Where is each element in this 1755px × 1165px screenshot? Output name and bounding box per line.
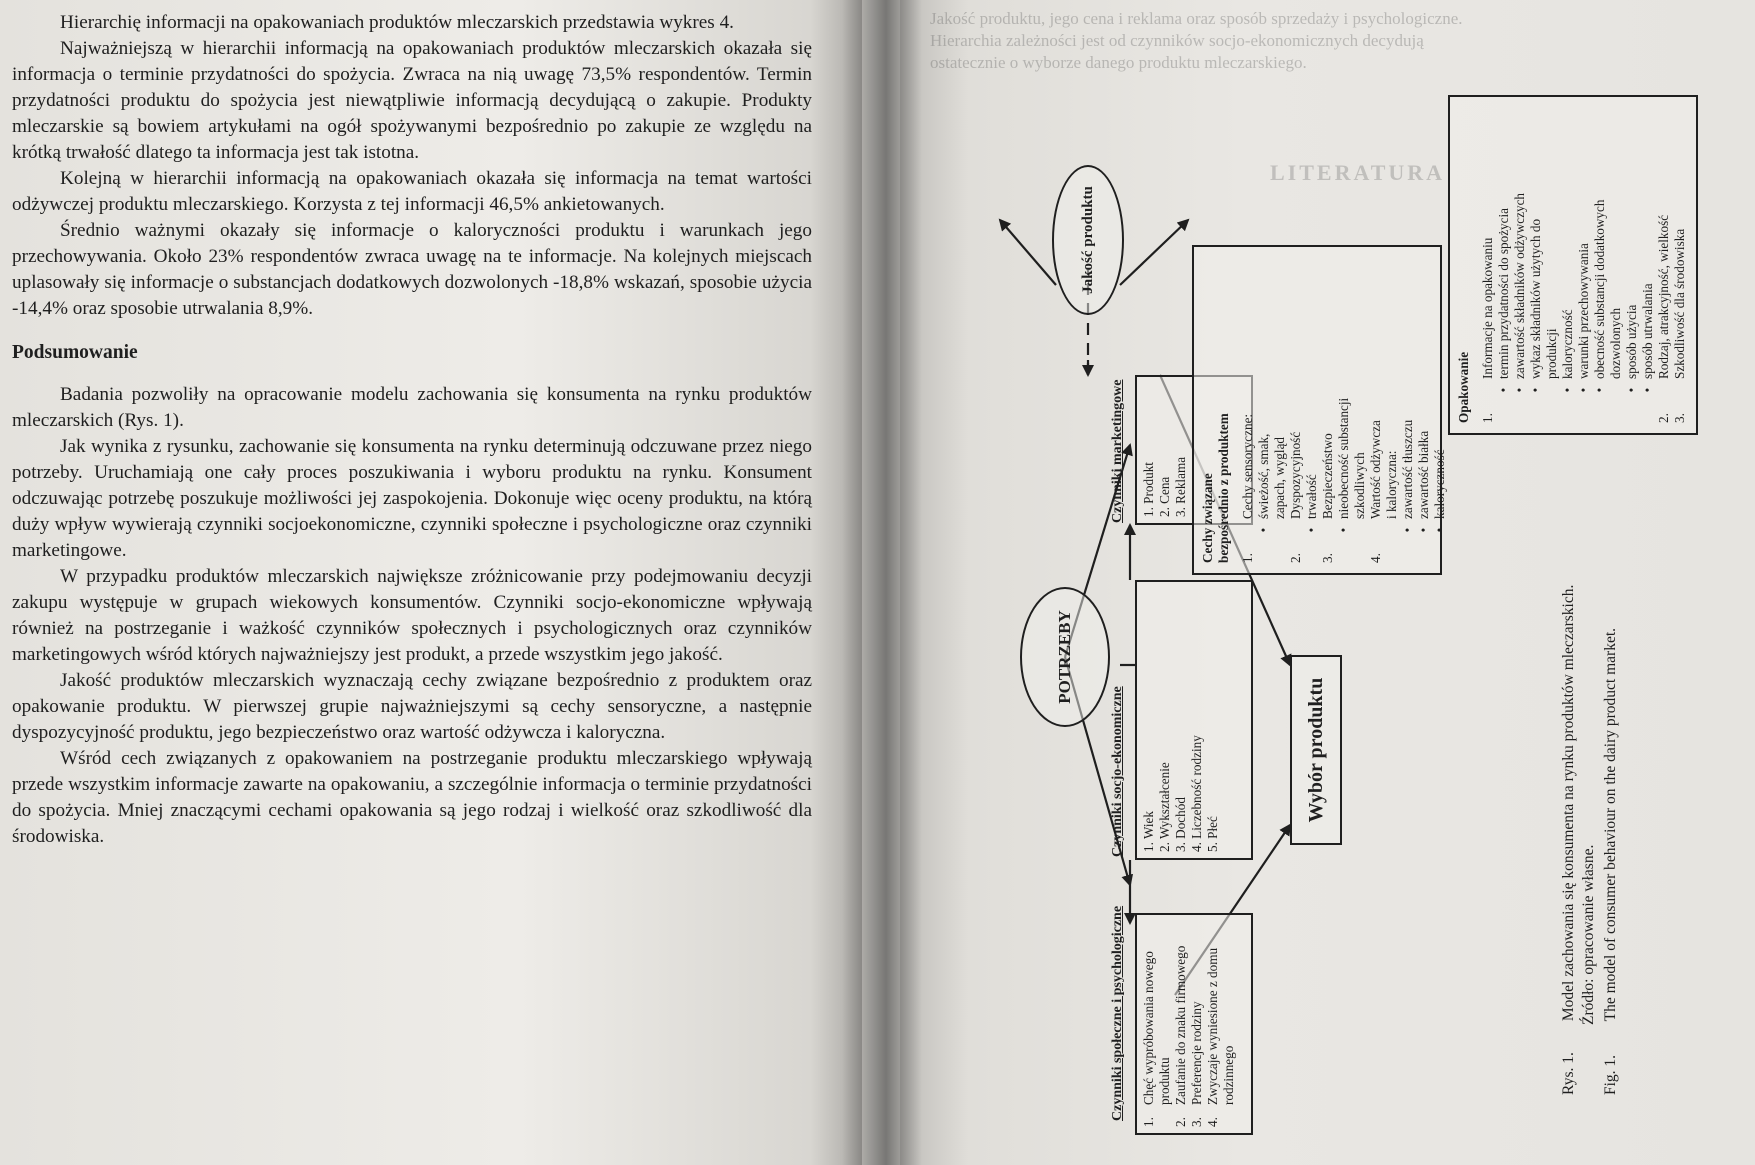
- list-text: Szkodliwość dla środowiska: [1672, 228, 1687, 379]
- list-item: [1272, 257, 1288, 563]
- list-text: szkodliwych: [1352, 452, 1367, 519]
- list-number: 2.: [1288, 553, 1303, 563]
- needs-label: POTRZEBY: [1055, 610, 1074, 704]
- list-number: [1496, 401, 1512, 423]
- list-number: [1416, 541, 1432, 563]
- list-number: [1432, 541, 1448, 563]
- list-item: [1432, 257, 1448, 563]
- list-number: [1544, 401, 1560, 423]
- list-text: trwałość: [1304, 474, 1319, 519]
- list-number: [1512, 401, 1528, 423]
- social-item: Chęć wypróbowania nowego produktu: [1141, 951, 1172, 1105]
- paragraph: Najważniejszą w hierarchii informacją na opakowaniach produktów mleczarskich okazała się informacja o terminie przydatności do spożycia. Zwraca na nią uwagę 73,5% respondentów. Termin przydatności produktu do spożycia jest niewątpliwie informacją decydującą o zakupie. Produkty mleczarskie są bowiem artykułami na ogół spożywanymi bezpośrednio po zakupie ze względu na krótką trwałość dlatego ta informacja jest tak istotna.: [12, 38, 812, 163]
- list-number: 3.: [1672, 413, 1687, 423]
- social-factors-box: 1. Chęć wypróbowania nowego produktu 2. Zaufanie do znaku firmowego 3. Preferencje rodziny 4. Zwyczaje wyniesione z domu rodzinnego: [1135, 913, 1253, 1135]
- social-item: Preferencje rodziny: [1189, 1001, 1204, 1105]
- bullet-icon: [1240, 519, 1256, 541]
- list-item: [1608, 107, 1624, 423]
- list-text: dozwolonych: [1608, 307, 1623, 379]
- list-item: [1560, 107, 1576, 423]
- caption-text-en: The model of consumer behaviour on the dairy product market.: [1602, 627, 1619, 1022]
- needs-ellipse: [1020, 587, 1110, 727]
- list-text: Dyspozycyjność: [1288, 431, 1303, 519]
- bullet-icon: •: [1640, 387, 1655, 393]
- list-number: 2.: [1656, 413, 1671, 423]
- left-page-text: [12, 10, 812, 850]
- marketing-item: 2. Cena: [1157, 476, 1172, 517]
- list-number: [1272, 541, 1288, 563]
- list-number: [1400, 541, 1416, 563]
- paragraph: Badania pozwoliły na opracowanie modelu zachowania się konsumenta na rynku produktów mleczarskich (Rys. 1).: [12, 384, 812, 431]
- list-item: [1528, 107, 1544, 423]
- list-item: [1320, 257, 1336, 563]
- list-text: nieobecność substancji: [1336, 397, 1351, 519]
- list-text: Rodzaj, atrakcyjność, wielkość: [1656, 214, 1671, 379]
- list-text: świeżość, smak,: [1256, 433, 1271, 519]
- packaging-title: Opakowanie: [1456, 351, 1471, 423]
- list-item: [1400, 257, 1416, 563]
- paragraph: Wśród cech związanych z opakowaniem na postrzeganie produktu mleczarskiego wpływają przede wszystkim informacje zawarte na opakowaniu, a szczególnie informacja o terminie przydatności do spożycia. Mniej znaczącymi cechami opakowania są jego rodzaj i wielkość oraz szkodliwość dla środowiska.: [12, 748, 812, 847]
- list-text: produkcji: [1544, 328, 1559, 379]
- bullet-icon: •: [1336, 527, 1351, 533]
- bullet-icon: [1272, 519, 1288, 541]
- caption-text: Model zachowania się konsumenta na rynku produktów mleczarskich.: [1560, 584, 1577, 1022]
- book-gutter: [842, 0, 922, 1165]
- product-choice-box: [1290, 655, 1342, 845]
- list-text: zapach, wygląd: [1272, 436, 1287, 519]
- bullet-icon: [1384, 519, 1400, 541]
- marketing-item: 1. Produkt: [1141, 462, 1156, 517]
- marketing-item: 3. Reklama: [1173, 456, 1188, 517]
- socio-item: 1. Wiek: [1141, 811, 1156, 852]
- list-text: Cechy sensoryczne:: [1240, 413, 1255, 519]
- bullet-icon: •: [1496, 387, 1511, 393]
- list-item: [1416, 257, 1432, 563]
- list-number: [1608, 401, 1624, 423]
- figure-rotated-canvas: [960, 85, 1740, 1135]
- list-text: i kaloryczna:: [1384, 450, 1399, 519]
- caption-label-en: Fig. 1.: [1602, 1054, 1619, 1095]
- quality-ellipse: [1052, 165, 1124, 315]
- list-number: 3.: [1320, 553, 1335, 563]
- socio-item: 4. Liczebność rodziny: [1189, 735, 1204, 852]
- list-text: Bezpieczeństwo: [1320, 433, 1335, 519]
- paragraph: Kolejną w hierarchii informacją na opakowaniach okazała się informacja na temat wartości odżywczej produktu mleczarskiego. Korzysta z tej informacji 46,5% ankietowanych.: [12, 168, 812, 215]
- list-number: 1.: [1480, 413, 1495, 423]
- list-number: [1336, 541, 1352, 563]
- list-text: warunki przechowywania: [1576, 243, 1591, 379]
- list-number: [1592, 401, 1608, 423]
- list-number: 4.: [1368, 553, 1383, 563]
- list-item: [1336, 257, 1352, 563]
- list-text: kaloryczność: [1432, 449, 1447, 519]
- paragraph: W przypadku produktów mleczarskich największe zróżnicowanie przy podejmowaniu decyzji zakupu występuje w grupach wiekowych konsumentów. Czynniki socjo-ekonomiczne wpływają również na postrzeganie i ważkość czynników społecznych i psychologicznych oraz czynników marketingowych wśród których najważniejszy jest produkt, a przede wszystkim jego jakość.: [12, 566, 812, 665]
- list-number: [1384, 541, 1400, 563]
- list-number: [1256, 541, 1272, 563]
- list-item: [1368, 257, 1384, 563]
- list-item: [1672, 107, 1688, 423]
- list-number: 1.: [1240, 553, 1255, 563]
- source-text: Źródło: opracowanie własne.: [1580, 844, 1597, 1025]
- list-item: [1304, 257, 1320, 563]
- list-item: [1640, 107, 1656, 423]
- list-item: [1656, 107, 1672, 423]
- show-through-title: LITERATURA: [1270, 160, 1446, 185]
- list-text: termin przydatności do spożycia: [1496, 207, 1511, 379]
- section-heading: Podsumowanie: [12, 342, 138, 363]
- list-number: [1352, 541, 1368, 563]
- bullet-icon: [1608, 379, 1624, 401]
- list-item: [1288, 257, 1304, 563]
- list-text: obecność substancji dodatkowych: [1592, 199, 1607, 379]
- product-choice-label: Wybór produktu: [1304, 677, 1327, 823]
- paragraph: Jakość produktów mleczarskich wyznaczają cechy związane bezpośrednio z produktem oraz opakowanie produktu. W pierwszej grupie najważniejszymi są cechy sensoryczne, a następnie dyspozycyjność produktu, jego bezpieczeństwo oraz wartość odżywcza i kaloryczna.: [12, 670, 812, 743]
- bullet-icon: •: [1416, 527, 1431, 533]
- bullet-icon: [1320, 519, 1336, 541]
- show-through-text: [930, 8, 1730, 74]
- paragraph: Średnio ważnymi okazały się informacje o kaloryczności produktu i warunkach jego przechowywania. Około 23% respondentów zwraca uwagę na te informacje. Na kolejnych miejscach uplasowały się informacje o substancjach dodatkowych dozwolonych -18,8% wskazań, sposobie użycia -14,4% oraz sposobie utrwalania 8,9%.: [12, 220, 812, 319]
- bullet-icon: [1352, 519, 1368, 541]
- socio-item: 2. Wykształcenie: [1157, 762, 1172, 852]
- list-item: [1352, 257, 1368, 563]
- list-text: zawartość składników odżywczych: [1512, 192, 1527, 379]
- list-text: zawartość tłuszczu: [1400, 419, 1415, 519]
- list-number: [1560, 401, 1576, 423]
- list-item: [1624, 107, 1640, 423]
- bullet-icon: [1656, 379, 1672, 401]
- ghost-line: Hierarchia zależności jest od czynników socjo-ekonomicznych decydują: [930, 31, 1424, 50]
- list-item: [1256, 257, 1272, 563]
- list-number: [1624, 401, 1640, 423]
- list-text: zawartość białka: [1416, 430, 1431, 519]
- figure-source: [1580, 845, 1598, 1025]
- bullet-icon: •: [1304, 527, 1319, 533]
- figure-caption-pl: [1560, 585, 1578, 1095]
- social-factors-heading: Czynniki społeczne i psychologiczne: [1110, 905, 1125, 1121]
- list-item: [1576, 107, 1592, 423]
- features-title-2: bezpośrednio z produktem: [1216, 413, 1231, 563]
- list-item: [1512, 107, 1528, 423]
- list-text: sposób użycia: [1624, 304, 1639, 379]
- bullet-icon: •: [1256, 527, 1271, 533]
- bullet-icon: •: [1432, 527, 1447, 533]
- socio-economic-box: [1135, 580, 1253, 860]
- bullet-icon: •: [1624, 387, 1639, 393]
- list-text: Wartość odżywcza: [1368, 420, 1383, 519]
- paragraph: Hierarchię informacji na opakowaniach produktów mleczarskich przedstawia wykres 4.: [60, 12, 734, 33]
- list-number: [1640, 401, 1656, 423]
- arrow-quality-to-packaging: [1000, 220, 1056, 285]
- bullet-icon: •: [1528, 387, 1543, 393]
- arrow-quality-to-features: [1120, 220, 1188, 285]
- paragraph: Jak wynika z rysunku, zachowanie się konsumenta na rynku determinują odczuwane przez niego potrzeby. Uruchamiają one cały proces poszukiwania i wyboru produktu na rynku. Konsument odczuwając potrzebę poszukuje możliwości jej zaspokojenia. Dokonuje więc oceny produktu, na którą duży wpływ wywierają czynniki socjoekonomiczne, czynniki społeczne i psychologiczne oraz czynniki marketingowe.: [12, 436, 812, 561]
- list-text: Informacje na opakowaniu: [1480, 237, 1495, 379]
- bullet-icon: [1368, 519, 1384, 541]
- bullet-icon: [1480, 379, 1496, 401]
- marketing-heading: Czynniki marketingowe: [1110, 379, 1125, 523]
- product-features-box-frame: [1192, 245, 1447, 575]
- list-item: [1592, 107, 1608, 423]
- features-list: [1240, 257, 1448, 563]
- bullet-icon: [1544, 379, 1560, 401]
- packaging-list: [1480, 107, 1688, 423]
- ghost-line: ostatecznie o wyborze danego produktu mleczarskiego.: [930, 53, 1307, 72]
- list-number: [1304, 541, 1320, 563]
- social-item: Zaufanie do znaku firmowego: [1173, 945, 1188, 1105]
- quality-label: Jakość produktu: [1079, 186, 1096, 294]
- packaging-box: [1448, 95, 1698, 435]
- list-text: wykaz składników użytych do: [1528, 218, 1543, 379]
- caption-label: Rys. 1.: [1560, 1052, 1577, 1095]
- list-item: [1480, 107, 1496, 423]
- socio-economic-heading: Czynniki socjo-ekonomiczne: [1110, 686, 1125, 857]
- figure-caption-en: [1602, 628, 1620, 1095]
- features-title-1: Cechy związane: [1200, 473, 1215, 563]
- bullet-icon: [1288, 519, 1304, 541]
- figure-1: [960, 85, 1740, 1135]
- list-text: sposób utrwalania: [1640, 283, 1655, 379]
- list-number: [1576, 401, 1592, 423]
- bullet-icon: •: [1512, 387, 1527, 393]
- socio-item: 3. Dochód: [1173, 797, 1188, 852]
- list-item: [1496, 107, 1512, 423]
- list-text: kaloryczność: [1560, 309, 1575, 379]
- ghost-line: Jakość produktu, jego cena i reklama oraz sposób sprzedaży i psychologiczne.: [930, 9, 1463, 28]
- list-number: [1528, 401, 1544, 423]
- bullet-icon: •: [1576, 387, 1591, 393]
- social-item: Zwyczaje wyniesione z domu rodzinnego: [1205, 947, 1236, 1105]
- list-item: [1240, 257, 1256, 563]
- bullet-icon: [1672, 379, 1688, 401]
- list-item: [1384, 257, 1400, 563]
- bullet-icon: •: [1560, 387, 1575, 393]
- list-item: [1544, 107, 1560, 423]
- bullet-icon: •: [1400, 527, 1415, 533]
- bullet-icon: •: [1592, 387, 1607, 393]
- socio-item: 5. Płeć: [1205, 816, 1220, 852]
